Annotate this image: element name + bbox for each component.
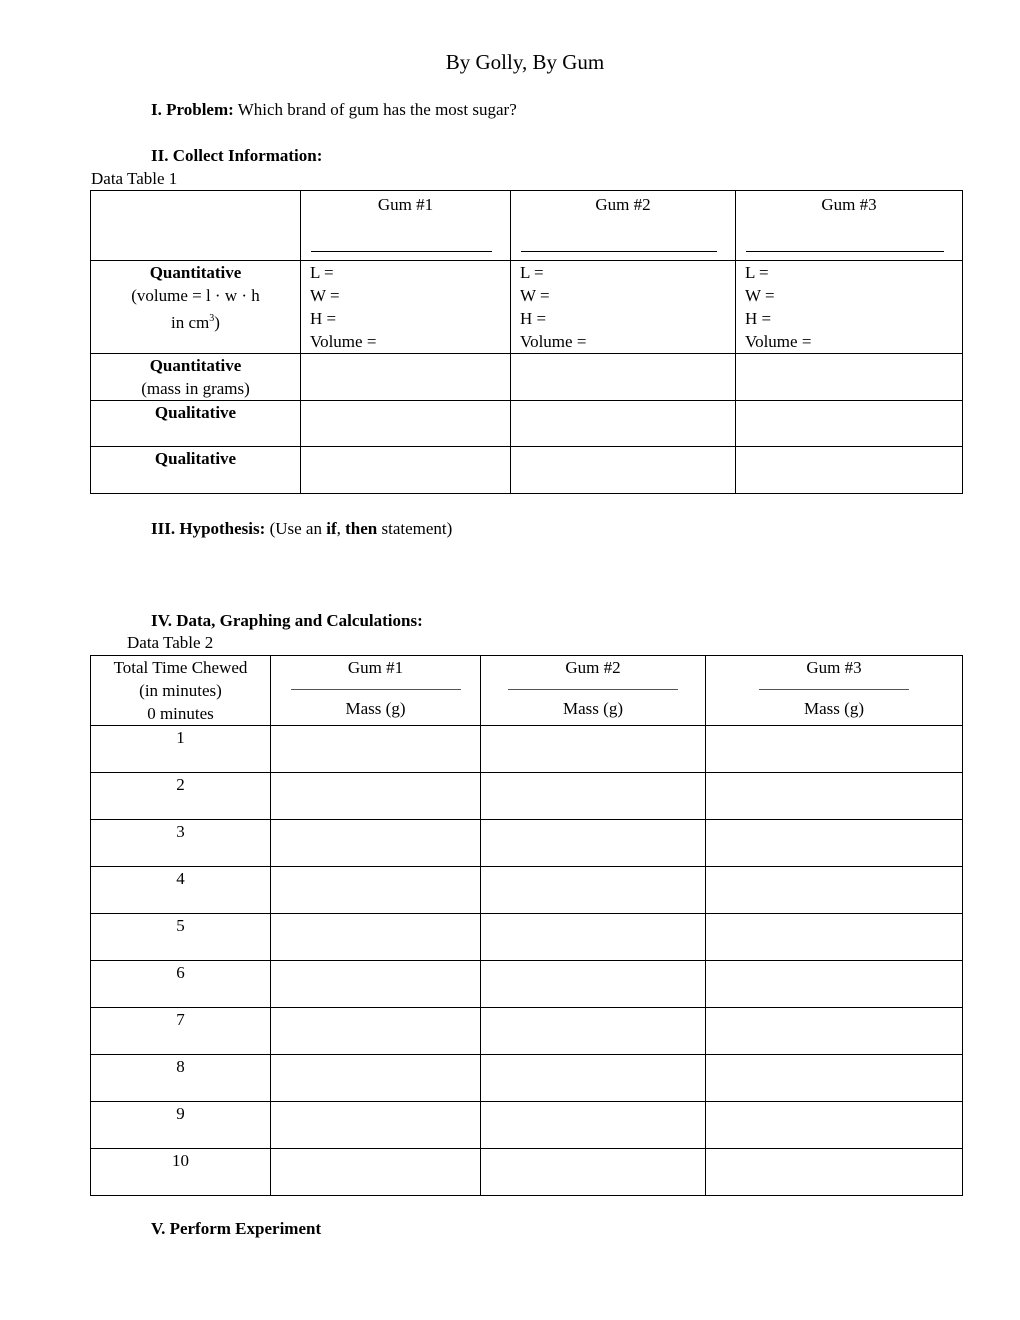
table2-body	[91, 726, 963, 1196]
hypothesis-section: III. Hypothesis: (Use an if, then statement)	[151, 519, 453, 538]
problem-text: Which brand of gum has the most sugar?	[233, 100, 517, 119]
gum2-mass-entry[interactable]	[481, 1149, 706, 1196]
gum1-mass-entry[interactable]	[271, 1055, 481, 1102]
table1-header-blank	[91, 191, 301, 261]
gum3-mass-entry[interactable]	[706, 773, 963, 820]
gum1-mass-entry[interactable]	[271, 914, 481, 961]
minute-label: 5	[91, 914, 271, 961]
gum3-mass-entry[interactable]	[706, 914, 963, 961]
collect-info-heading: II. Collect Information:	[151, 146, 323, 165]
problem-label: I. Problem:	[151, 100, 234, 119]
minute-label: 9	[91, 1102, 271, 1149]
table-row	[91, 961, 963, 1008]
minute-label: 3	[91, 820, 271, 867]
gum3-mass-entry[interactable]	[706, 1102, 963, 1149]
gum3-mass-cell[interactable]	[736, 354, 963, 401]
gum2-dimensions-cell[interactable]: L = W = H = Volume =	[511, 261, 736, 354]
qualitative-row-label-2: Qualitative	[91, 447, 301, 494]
gum2-mass-cell[interactable]	[511, 354, 736, 401]
table2-header-gum1[interactable]: Gum #1 Mass (g)	[271, 656, 481, 726]
gum3-mass-entry[interactable]	[706, 961, 963, 1008]
table1-mass-row	[91, 354, 963, 401]
minute-label: 6	[91, 961, 271, 1008]
gum2-mass-entry[interactable]	[481, 914, 706, 961]
gum2-qualitative-cell-1[interactable]	[511, 401, 736, 447]
gum1-qualitative-cell-1[interactable]	[301, 401, 511, 447]
gum3-mass-entry[interactable]	[706, 1055, 963, 1102]
gum2-mass-entry[interactable]	[481, 1055, 706, 1102]
gum1-mass-entry[interactable]	[271, 773, 481, 820]
gum1-dimensions-cell[interactable]: L = W = H = Volume =	[301, 261, 511, 354]
gum3-mass-entry[interactable]	[706, 1149, 963, 1196]
gum1-mass-entry[interactable]	[271, 726, 481, 773]
table-row	[91, 1055, 963, 1102]
gum2-mass-entry[interactable]	[481, 1102, 706, 1149]
table-row	[91, 1149, 963, 1196]
problem-section	[151, 100, 517, 120]
table-row	[91, 773, 963, 820]
gum2-mass-entry[interactable]	[481, 1008, 706, 1055]
table1-header-gum2[interactable]: Gum #2	[511, 191, 736, 261]
table-row	[91, 867, 963, 914]
data-table-1	[90, 190, 963, 494]
table-row	[91, 820, 963, 867]
gum1-mass-entry[interactable]	[271, 1149, 481, 1196]
hypothesis-label: III. Hypothesis:	[151, 519, 266, 538]
minute-label: 7	[91, 1008, 271, 1055]
minute-label: 8	[91, 1055, 271, 1102]
table-row	[91, 1008, 963, 1055]
table1-volume-row	[91, 261, 963, 354]
table1-qualitative-row-2	[91, 447, 963, 494]
gum2-mass-entry[interactable]	[481, 867, 706, 914]
gum2-qualitative-cell-2[interactable]	[511, 447, 736, 494]
minute-label: 2	[91, 773, 271, 820]
page-title: By Golly, By Gum	[445, 50, 605, 74]
gum3-mass-entry[interactable]	[706, 820, 963, 867]
gum3-mass-entry[interactable]	[706, 867, 963, 914]
time-column-header: Total Time Chewed (in minutes) 0 minutes	[91, 656, 271, 726]
gum3-qualitative-cell-2[interactable]	[736, 447, 963, 494]
gum2-mass-entry[interactable]	[481, 726, 706, 773]
minute-label: 4	[91, 867, 271, 914]
mass-row-label: Quantitative (mass in grams)	[91, 354, 301, 401]
gum3-mass-entry[interactable]	[706, 1008, 963, 1055]
gum2-mass-entry[interactable]	[481, 773, 706, 820]
gum3-qualitative-cell-1[interactable]	[736, 401, 963, 447]
minute-label: 1	[91, 726, 271, 773]
gum1-mass-entry[interactable]	[271, 1102, 481, 1149]
data-table-1-caption: Data Table 1	[91, 169, 178, 188]
gum3-dimensions-cell[interactable]: L = W = H = Volume =	[736, 261, 963, 354]
gum2-mass-entry[interactable]	[481, 820, 706, 867]
table2-header-gum2[interactable]: Gum #2 Mass (g)	[481, 656, 706, 726]
perform-experiment-heading: V. Perform Experiment	[151, 1219, 322, 1238]
gum1-mass-cell[interactable]	[301, 354, 511, 401]
data-section-heading: IV. Data, Graphing and Calculations:	[151, 611, 423, 630]
gum1-mass-entry[interactable]	[271, 1008, 481, 1055]
table1-qualitative-row-1	[91, 401, 963, 447]
minute-label: 10	[91, 1149, 271, 1196]
gum1-mass-entry[interactable]	[271, 820, 481, 867]
gum1-mass-entry[interactable]	[271, 961, 481, 1008]
table2-header-row	[91, 656, 963, 726]
data-table-2	[90, 655, 963, 1196]
table-row	[91, 726, 963, 773]
volume-row-label: Quantitative (volume = l · w · h in $cm^3$)	[91, 261, 301, 354]
table-row	[91, 1102, 963, 1149]
gum1-mass-entry[interactable]	[271, 867, 481, 914]
table1-header-gum3[interactable]: Gum #3	[736, 191, 963, 261]
gum1-qualitative-cell-2[interactable]	[301, 447, 511, 494]
gum2-mass-entry[interactable]	[481, 961, 706, 1008]
gum3-mass-entry[interactable]	[706, 726, 963, 773]
table1-header-gum1[interactable]: Gum #1	[301, 191, 511, 261]
qualitative-row-label-1: Qualitative	[91, 401, 301, 447]
table-row	[91, 914, 963, 961]
table2-header-gum3[interactable]: Gum #3 Mass (g)	[706, 656, 963, 726]
table1-header-row	[91, 191, 963, 261]
data-table-2-caption: Data Table 2	[127, 633, 214, 652]
